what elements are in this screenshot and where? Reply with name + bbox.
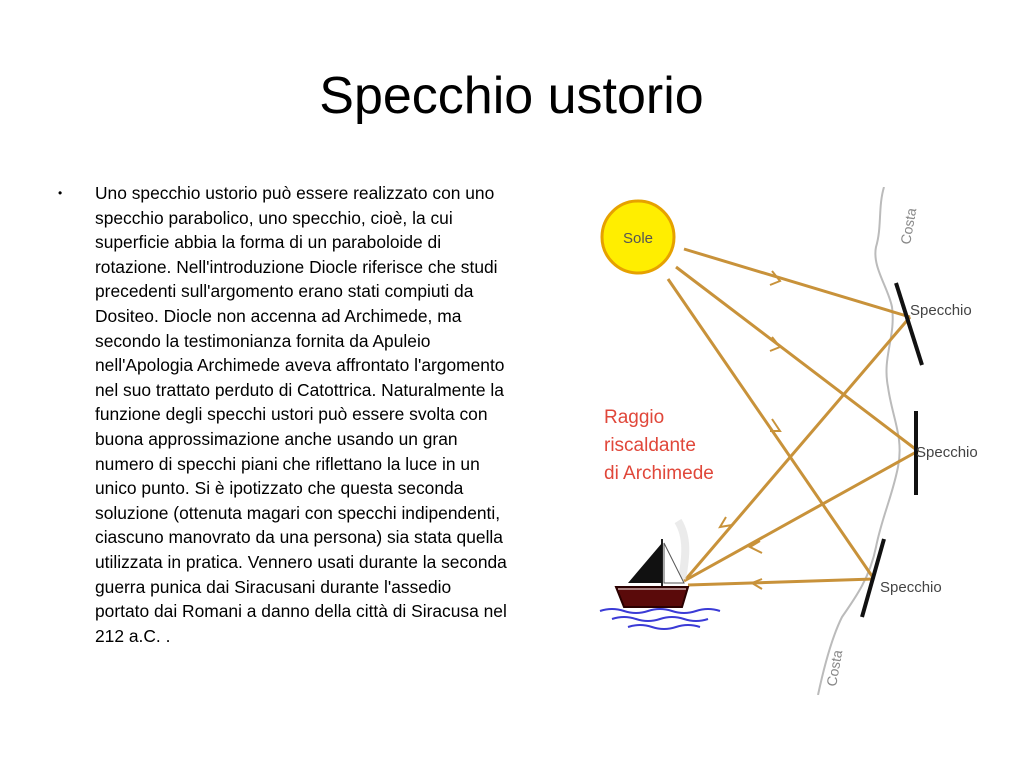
ray-arrows	[720, 271, 780, 589]
coast-label-bottom: Costa	[823, 648, 846, 688]
caption-line-3: di Archimede	[604, 463, 714, 484]
bullet-marker: •	[58, 186, 63, 200]
water-waves	[600, 609, 720, 629]
sun-label: Sole	[622, 230, 654, 247]
mirror-label-2: Specchio	[916, 444, 978, 461]
coastline	[818, 187, 900, 695]
caption-line-2: riscaldante	[604, 435, 696, 456]
burning-mirror-diagram	[592, 187, 988, 695]
caption-line-1: Raggio	[604, 407, 665, 428]
body-paragraph: Uno specchio ustorio può essere realizzato con uno specchio parabolico, uno specchio, cioè, la cui superficie abbia la forma di un paraboloide di rotazione. Nell'introduzione Diocle riferisce che studi precedenti sull'argomento erano stati compiuti da Dositeo. Diocle non accenna ad Archimede, ma secondo la testimonianza fornita da Apuleio nell'Apologia Archimede aveva affrontato l'argomento nel suo trattato perduto di Catottrica. Naturalmente la funzione degli specchi ustori può essere svolta con buona approssimazione anche usando un gran numero di specchi piani che riflettano la luce in un unico punto. Si è ipotizzato che questa seconda soluzione (ottenuta magari con specchi indipendenti, ciascuno manovrato da una persona) sia stata quella utilizzata in pratica. Vennero usati durante la seconda guerra punica dai Siracusani durante l'assedio portato dai Romani a danno della città di Siracusa nel 212 a.C. .	[95, 183, 507, 646]
mirror-label-3: Specchio	[880, 579, 942, 596]
slide-title: Specchio ustorio	[319, 67, 704, 125]
coast-label-top: Costa	[897, 206, 920, 246]
mirror-label-1: Specchio	[910, 302, 972, 319]
ship-icon	[616, 521, 688, 607]
